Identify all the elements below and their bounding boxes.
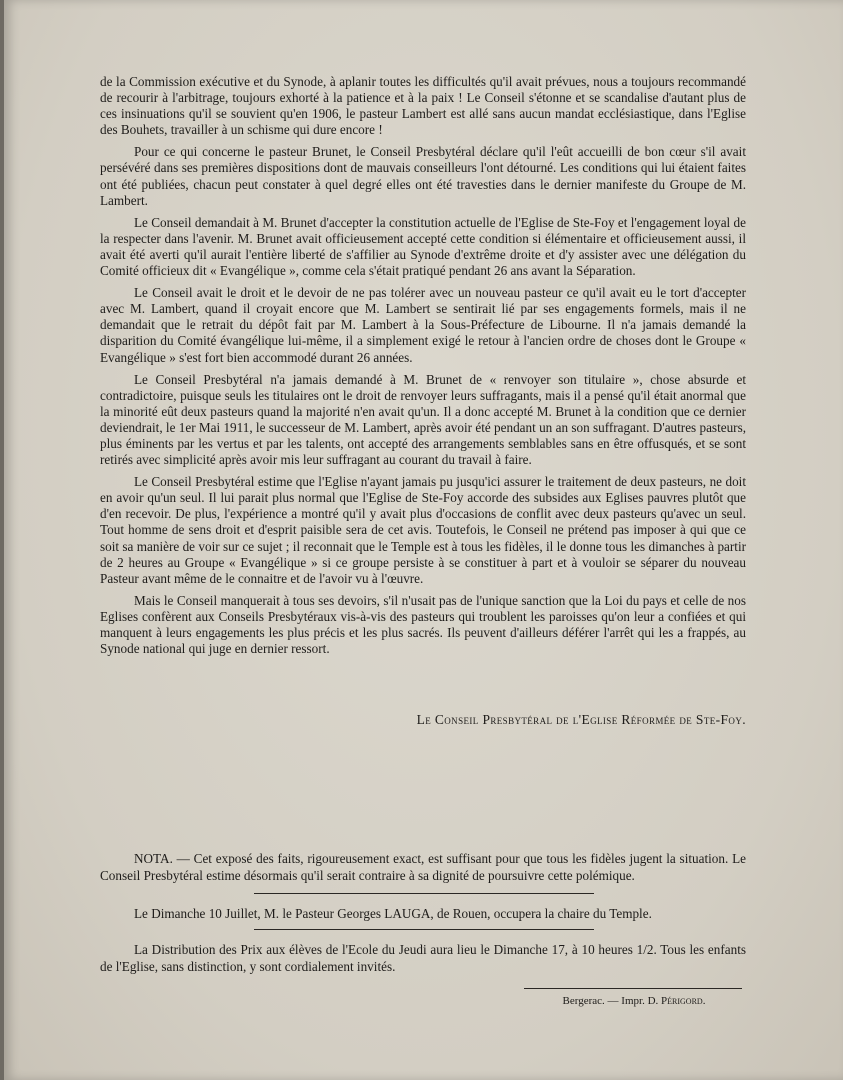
imprint-place: Bergerac. — Impr. D. <box>562 995 662 1007</box>
signature: Le Conseil Presbytéral de l'Eglise Réformée de Ste-Foy. <box>416 712 746 727</box>
paragraph: de la Commission exécutive et du Synode, à aplanir toutes les difficultés qu'il avait prévues, nous a toujours recommandé de recourir à l'arbitrage, toujours exhorté à la patience et à la paix ! Le Conseil s'étonne et se scandalise d'autant plus de ces insinuations qu'il se souvient qu'en 1906, le pasteur Lambert est allé sans aucun mandat ecclésiastique, dans l'Eglise des Bouhets, travailler à un schisme qui dure encore ! <box>100 74 746 138</box>
paragraph: Le Conseil Presbytéral n'a jamais demandé à M. Brunet de « renvoyer son titulaire », chose absurde et contradictoire, puisque seuls les titulaires ont le droit de renvoyer leurs suffragants, mais il a pensé qu'il était anormal que la minorité eût deux pasteurs quand la majorité n'en avait qu'un. Il a donc accepté M. Brunet à la condition que ce dernier deviendrait, le 1er Mai 1911, le successeur de M. Lambert, après avoir été pendant un an son suffragant. D'autres pasteurs, plus éminents par les vertus et par les talents, ont accepté des arrangements semblables sans en être offusqués, et se sont retirés avec simplicité après avoir mis leur suffragant au courant du travail à faire. <box>100 371 746 468</box>
imprint-printer: Périgord. <box>661 995 706 1007</box>
nota-note: NOTA. — Cet exposé des faits, rigoureusement exact, est suffisant pour que tous les fidèles jugent la situation. Le Conseil Presbytéral estime désormais qu'il serait contraire à sa dignité de poursuivre cette polémique. <box>100 851 746 883</box>
paragraph: Le Conseil avait le droit et le devoir de ne pas tolérer avec un nouveau pasteur ce qu'il avait eu le tort d'accepter avec M. Lambert, quand il croyait encore que M. Lambert se sentirait lié par ses engagements formels, mais il ne demandait que le retrait du dépôt fait par M. Lambert à la Sous-Préfecture de Libourne. Il n'a jamais demandé la disparition du Comité évangélique lui-même, il a simplement exigé le retour à l'ancien ordre de choses dont le Groupe « Evangélique » s'est fort bien accommodé durant 26 années. <box>100 285 746 365</box>
separator-rule <box>254 893 594 894</box>
paragraph: Le Conseil Presbytéral estime que l'Eglise n'ayant jamais pu jusqu'ici assurer le traitement de deux pasteurs, ne doit en avoir qu'un seul. Il lui parait plus normal que l'Eglise de Ste-Foy accorde des subsides aux Eglises pauvres plutôt que d'en recevoir. De plus, l'expérience a montré qu'il y avait plus d'occasions de conflit avec deux pasteurs qu'avec un seul. Tout homme de sens droit et d'esprit paisible sera de cet avis. Toutefois, le Conseil ne prétend pas imposer à qui que ce soit sa manière de voir sur ce sujet ; il reconnait que le Temple est à tous les fidèles, il le donne tous les dimanches à partir de 2 heures au Groupe « Evangélique » si ce groupe persiste à se constituer à part et à vouloir se séparer du nouveau Pasteur avant même de le connaitre et de l'avoir vu à l'œuvre. <box>100 474 746 586</box>
separator-rule <box>524 988 742 989</box>
prize-notice: La Distribution des Prix aux élèves de l'Ecole du Jeudi aura lieu le Dimanche 17, à 10 heures 1/2. Tous les enfants de l'Eglise, sans distinction, y sont cordialement invités. <box>100 942 746 974</box>
separator-rule <box>254 929 594 930</box>
document-page <box>4 0 843 1080</box>
sermon-notice: Le Dimanche 10 Juillet, M. le Pasteur Georges LAUGA, de Rouen, occupera la chaire du Temple. <box>134 906 652 921</box>
printer-imprint <box>524 995 744 1007</box>
body-text <box>100 74 746 663</box>
paragraph: Mais le Conseil manquerait à tous ses devoirs, s'il n'usait pas de l'unique sanction que la Loi du pays et celle de nos Eglises confèrent aux Conseils Presbytéraux vis-à-vis des pasteurs qui troublent les paroisses qu'on leur a confiées et qui manquent à leurs engagements les plus précis et les plus sacrés. Ils peuvent d'ailleurs déférer l'arrêt qui les a frappés, au Synode national qui juge en dernier ressort. <box>100 592 746 657</box>
paragraph: Le Conseil demandait à M. Brunet d'accepter la constitution actuelle de l'Eglise de Ste-Foy et l'engagement loyal de la respecter dans l'avenir. M. Brunet avait officieusement accepté cette condition si élémentaire et officieusement aussi, il avait été averti qu'il aurait l'entière liberté de s'affilier au Synode d'extrême droite et d'y assister avec une délégation du Comité officieux dit « Evangélique », comme cela s'était pratiqué pendant 26 ans avant la Séparation. <box>100 214 746 279</box>
paragraph: Pour ce qui concerne le pasteur Brunet, le Conseil Presbytéral déclare qu'il l'eût accueilli de bon cœur s'il avait persévéré dans ses premières dispositions dont de mauvais conseilleurs l'ont détourné. Les conditions qui lui étaient faites ont été publiées, chacun peut constater à quel degré elles ont été travesties dans le dernier manifeste du Groupe de M. Lambert. <box>100 144 746 208</box>
